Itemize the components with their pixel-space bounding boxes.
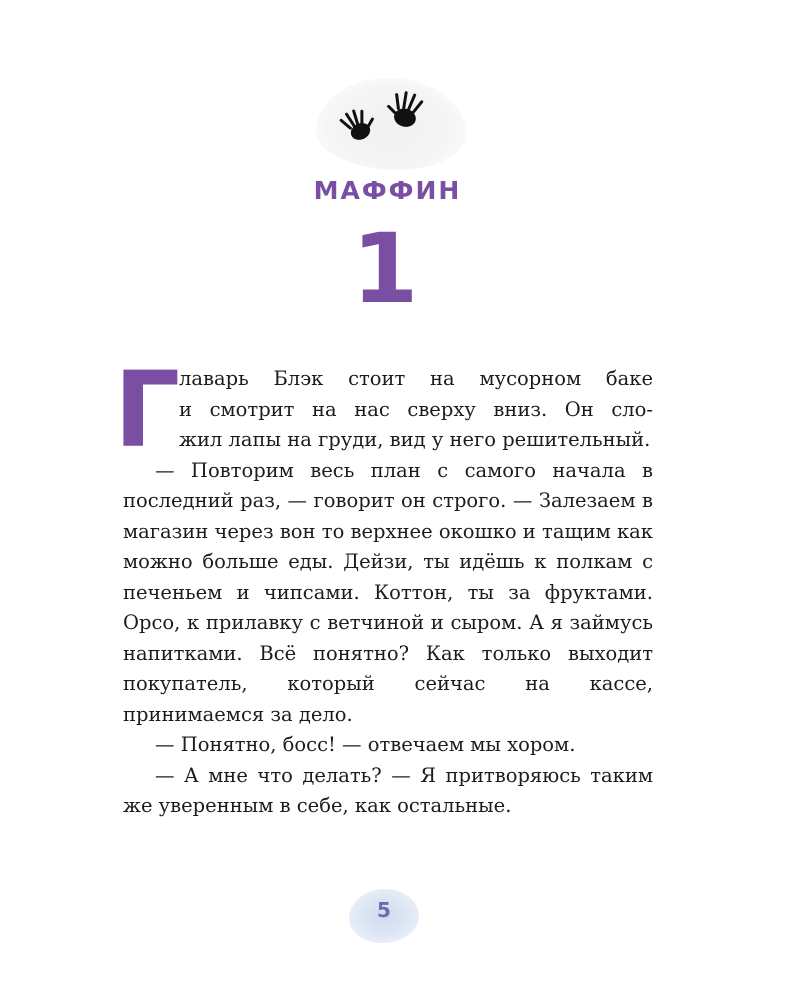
chapter-text — [113, 349, 653, 822]
paw-prints-icon — [330, 88, 440, 148]
svg-text:Г: Г — [113, 349, 181, 471]
drop-cap — [113, 349, 181, 471]
chapter-number — [340, 213, 430, 325]
paragraph-2: — Повторим весь план с самого начала в последний раз, — говорит он строго. — Залезаем в магазин через вон то верхнее окошко и тащим как можно больше еды. Дейзи, ты идёшь к полкам с печеньем и чипсами. Коттон, ты за фруктами. Орсо, к прилавку с ветчиной и сыром. А я займусь напитками. Всё понятно? Как только выходит покупатель, который сейчас на кассе, принимаемся за дело. — [123, 458, 653, 726]
paragraph-3: — Понятно, босс! — отвечаем мы хором. — [155, 733, 576, 756]
paragraph-4: — А мне что делать? — Я притворяюсь таким же уверенным в себе, как остальные. — [123, 763, 653, 817]
paragraph-1 — [113, 349, 653, 471]
chapter-title: МАФФИН — [313, 176, 462, 205]
svg-text:1: 1 — [351, 213, 419, 325]
paragraph-1-line-1: лаварь Блэк стоит на мусорном баке — [179, 367, 653, 390]
paragraph-1-line-2: и смотрит на нас сверху вниз. Он сло- — [179, 397, 653, 421]
page-number: 5 — [377, 898, 391, 922]
paragraph-1-line-3: жил лапы на груди, вид у него решительный. — [179, 428, 651, 451]
